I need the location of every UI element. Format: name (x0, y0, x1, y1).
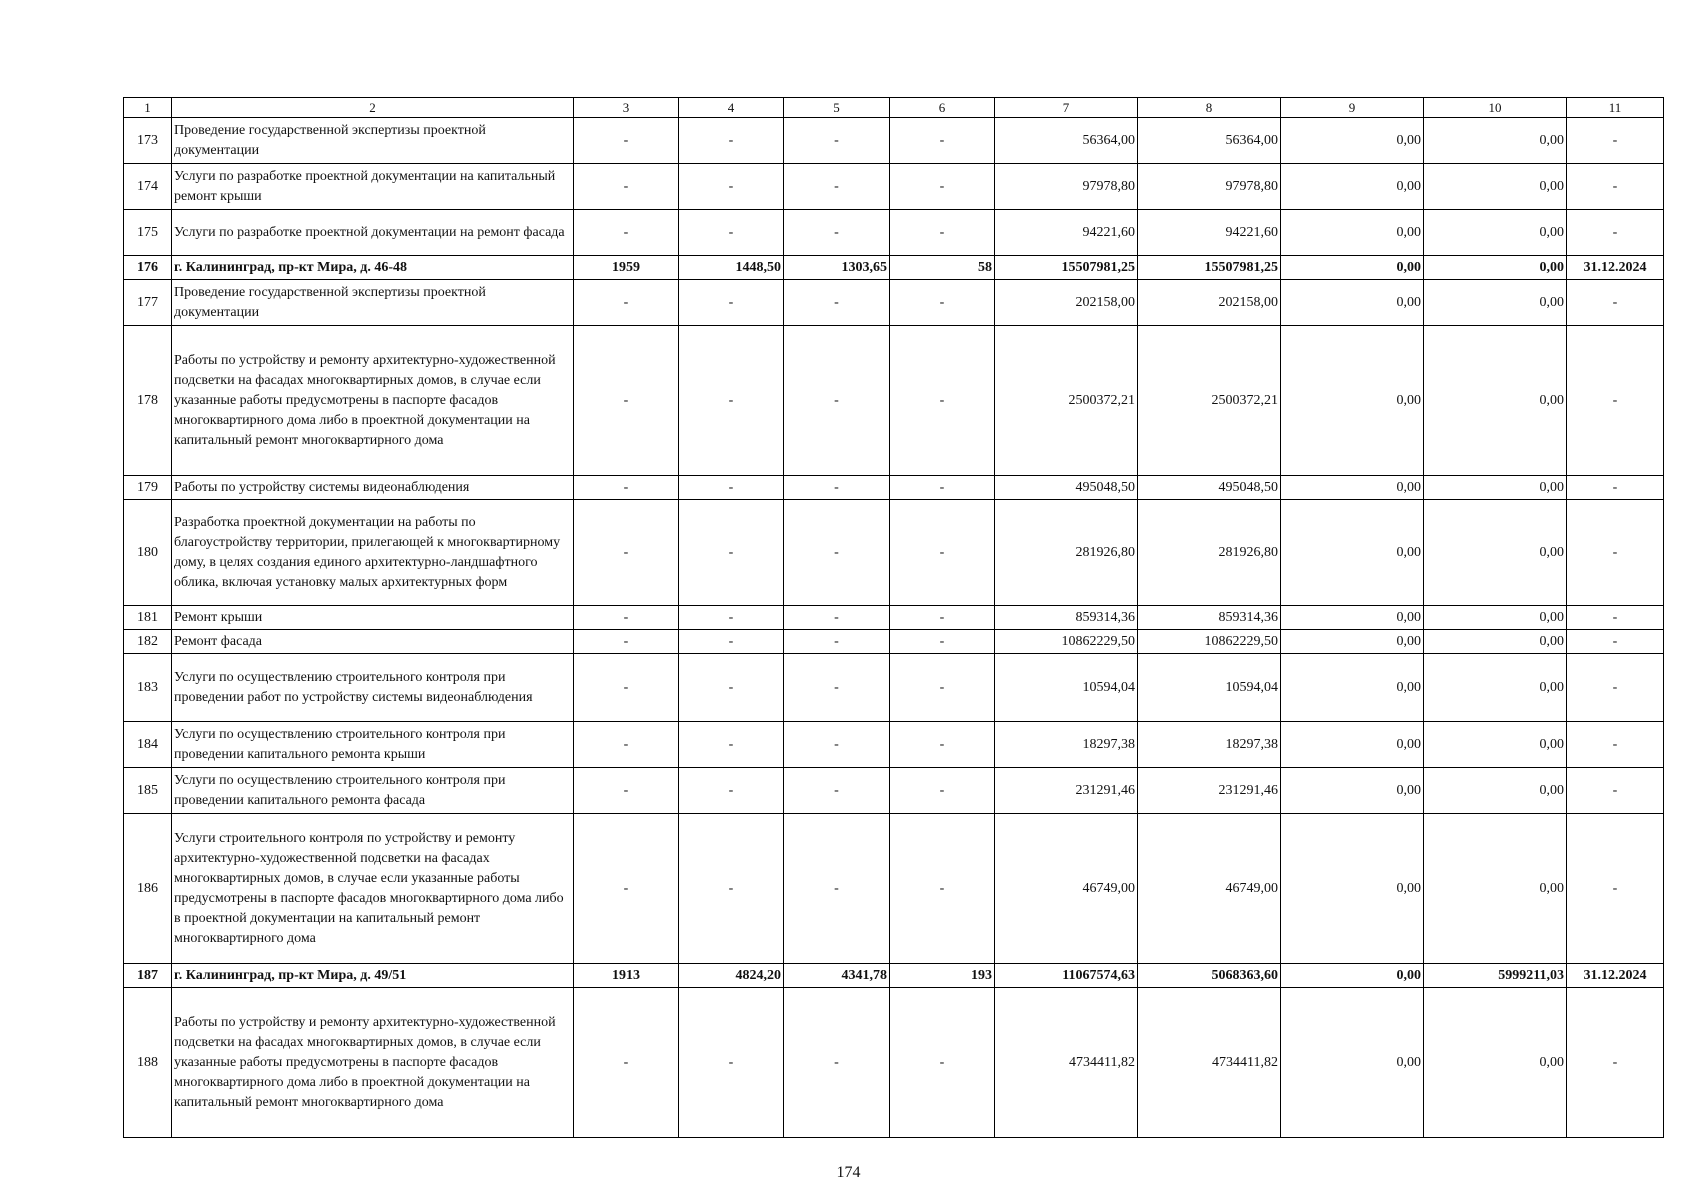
col10-value: 0,00 (1424, 630, 1567, 654)
col8-value: 859314,36 (1138, 606, 1281, 630)
col4-value: - (679, 722, 784, 768)
table-row (124, 476, 1664, 500)
col7-value: 18297,38 (995, 722, 1138, 768)
col6-value: - (890, 654, 995, 722)
col-header: 2 (172, 98, 574, 118)
col4-value: - (679, 118, 784, 164)
col6-value: 58 (890, 256, 995, 280)
col8-value: 56364,00 (1138, 118, 1281, 164)
col8-value: 10862229,50 (1138, 630, 1281, 654)
col3-value: - (574, 326, 679, 476)
col11-value: 31.12.2024 (1567, 256, 1664, 280)
col8-value: 15507981,25 (1138, 256, 1281, 280)
row-number: 186 (124, 814, 172, 964)
table-row (124, 722, 1664, 768)
col6-value: - (890, 988, 995, 1138)
col-header: 8 (1138, 98, 1281, 118)
col9-value: 0,00 (1281, 164, 1424, 210)
col9-value: 0,00 (1281, 814, 1424, 964)
col6-value: - (890, 164, 995, 210)
col5-value: - (784, 164, 890, 210)
col6-value: 193 (890, 964, 995, 988)
row-description: Услуги по осуществлению строительного контроля при проведении работ по устройству системы видеонаблюдения (172, 654, 574, 722)
col11-value: - (1567, 476, 1664, 500)
row-number: 182 (124, 630, 172, 654)
col11-value: - (1567, 210, 1664, 256)
col9-value: 0,00 (1281, 988, 1424, 1138)
col10-value: 0,00 (1424, 814, 1567, 964)
row-number: 173 (124, 118, 172, 164)
col11-value: - (1567, 118, 1664, 164)
col11-value: - (1567, 500, 1664, 606)
col7-value: 97978,80 (995, 164, 1138, 210)
row-number: 183 (124, 654, 172, 722)
col7-value: 4734411,82 (995, 988, 1138, 1138)
col5-value: - (784, 654, 890, 722)
row-description: Работы по устройству и ремонту архитектурно-художественной подсветки на фасадах многоквартирных домов, в случае если указанные работы предусмотрены в паспорте фасадов многоквартирного дома либо в проектной документации на капитальный ремонт многоквартирного дома (172, 326, 574, 476)
col4-value: - (679, 210, 784, 256)
col6-value: - (890, 814, 995, 964)
col3-value: - (574, 164, 679, 210)
col3-value: - (574, 654, 679, 722)
table-row (124, 500, 1664, 606)
col10-value: 0,00 (1424, 164, 1567, 210)
col10-value: 5999211,03 (1424, 964, 1567, 988)
col5-value: - (784, 988, 890, 1138)
row-number: 187 (124, 964, 172, 988)
col5-value: - (784, 814, 890, 964)
col-header: 5 (784, 98, 890, 118)
table-row (124, 814, 1664, 964)
works-table (123, 97, 1664, 1138)
table-row (124, 768, 1664, 814)
col10-value: 0,00 (1424, 256, 1567, 280)
row-description: Услуги по осуществлению строительного контроля при проведении капитального ремонта фасада (172, 768, 574, 814)
table-row (124, 210, 1664, 256)
col10-value: 0,00 (1424, 210, 1567, 256)
col11-value: - (1567, 630, 1664, 654)
col9-value: 0,00 (1281, 768, 1424, 814)
col-header: 1 (124, 98, 172, 118)
col4-value: - (679, 630, 784, 654)
row-description: Услуги строительного контроля по устройству и ремонту архитектурно-художественной подсветки на фасадах многоквартирных домов, в случае если указанные работы предусмотрены в паспорте фасадов многоквартирного дома либо в проектной документации на капитальный ремонт многоквартирного дома (172, 814, 574, 964)
col11-value: - (1567, 814, 1664, 964)
col5-value: - (784, 280, 890, 326)
col11-value: - (1567, 988, 1664, 1138)
col10-value: 0,00 (1424, 606, 1567, 630)
table-row (124, 280, 1664, 326)
table-row (124, 630, 1664, 654)
col7-value: 202158,00 (995, 280, 1138, 326)
col9-value: 0,00 (1281, 722, 1424, 768)
col5-value: - (784, 606, 890, 630)
col8-value: 231291,46 (1138, 768, 1281, 814)
col3-value: - (574, 606, 679, 630)
col5-value: - (784, 476, 890, 500)
table-row (124, 326, 1664, 476)
col10-value: 0,00 (1424, 326, 1567, 476)
col6-value: - (890, 630, 995, 654)
col3-value: - (574, 814, 679, 964)
col7-value: 231291,46 (995, 768, 1138, 814)
col7-value: 2500372,21 (995, 326, 1138, 476)
column-number-row (124, 98, 1664, 118)
row-number: 188 (124, 988, 172, 1138)
row-description: г. Калининград, пр-кт Мира, д. 49/51 (172, 964, 574, 988)
col7-value: 859314,36 (995, 606, 1138, 630)
col3-value: - (574, 280, 679, 326)
col5-value: 4341,78 (784, 964, 890, 988)
row-description: Услуги по разработке проектной документации на капитальный ремонт крыши (172, 164, 574, 210)
row-description: Ремонт крыши (172, 606, 574, 630)
col6-value: - (890, 280, 995, 326)
table-row (124, 654, 1664, 722)
col6-value: - (890, 500, 995, 606)
row-description: Проведение государственной экспертизы проектной документации (172, 280, 574, 326)
col8-value: 94221,60 (1138, 210, 1281, 256)
col8-value: 5068363,60 (1138, 964, 1281, 988)
table-row (124, 964, 1664, 988)
col11-value: 31.12.2024 (1567, 964, 1664, 988)
row-description: Услуги по разработке проектной документации на ремонт фасада (172, 210, 574, 256)
col6-value: - (890, 768, 995, 814)
col9-value: 0,00 (1281, 210, 1424, 256)
col7-value: 56364,00 (995, 118, 1138, 164)
col7-value: 281926,80 (995, 500, 1138, 606)
col4-value: - (679, 280, 784, 326)
table-row (124, 118, 1664, 164)
col6-value: - (890, 118, 995, 164)
row-description: г. Калининград, пр-кт Мира, д. 46-48 (172, 256, 574, 280)
col11-value: - (1567, 280, 1664, 326)
table-row (124, 988, 1664, 1138)
col9-value: 0,00 (1281, 606, 1424, 630)
col4-value: 4824,20 (679, 964, 784, 988)
col-header: 6 (890, 98, 995, 118)
col10-value: 0,00 (1424, 722, 1567, 768)
col10-value: 0,00 (1424, 988, 1567, 1138)
col-header: 4 (679, 98, 784, 118)
row-number: 175 (124, 210, 172, 256)
col3-value: - (574, 500, 679, 606)
col8-value: 46749,00 (1138, 814, 1281, 964)
row-number: 185 (124, 768, 172, 814)
col9-value: 0,00 (1281, 630, 1424, 654)
col4-value: - (679, 654, 784, 722)
col3-value: - (574, 210, 679, 256)
col4-value: - (679, 606, 784, 630)
col8-value: 4734411,82 (1138, 988, 1281, 1138)
col6-value: - (890, 210, 995, 256)
col7-value: 495048,50 (995, 476, 1138, 500)
col11-value: - (1567, 606, 1664, 630)
col7-value: 46749,00 (995, 814, 1138, 964)
col-header: 3 (574, 98, 679, 118)
col4-value: - (679, 476, 784, 500)
row-description: Работы по устройству и ремонту архитектурно-художественной подсветки на фасадах многоквартирных домов, в случае если указанные работы предусмотрены в паспорте фасадов многоквартирного дома либо в проектной документации на капитальный ремонт многоквартирного дома (172, 988, 574, 1138)
col11-value: - (1567, 164, 1664, 210)
col6-value: - (890, 606, 995, 630)
col5-value: - (784, 768, 890, 814)
col4-value: - (679, 326, 784, 476)
col9-value: 0,00 (1281, 654, 1424, 722)
col11-value: - (1567, 326, 1664, 476)
col10-value: 0,00 (1424, 768, 1567, 814)
col3-value: - (574, 722, 679, 768)
col9-value: 0,00 (1281, 118, 1424, 164)
col-header: 10 (1424, 98, 1567, 118)
row-number: 184 (124, 722, 172, 768)
col3-value: - (574, 630, 679, 654)
col8-value: 202158,00 (1138, 280, 1281, 326)
row-description: Разработка проектной документации на работы по благоустройству территории, прилегающей к многоквартирному дому, в целях создания единого архитектурно-ландшафтного облика, включая установку малых архитектурных форм (172, 500, 574, 606)
col3-value: 1959 (574, 256, 679, 280)
col10-value: 0,00 (1424, 654, 1567, 722)
col10-value: 0,00 (1424, 476, 1567, 500)
table-row (124, 164, 1664, 210)
col11-value: - (1567, 654, 1664, 722)
col4-value: - (679, 500, 784, 606)
col-header: 9 (1281, 98, 1424, 118)
page-number: 174 (836, 1164, 861, 1181)
col5-value: - (784, 118, 890, 164)
col8-value: 97978,80 (1138, 164, 1281, 210)
col5-value: - (784, 722, 890, 768)
col4-value: - (679, 814, 784, 964)
col9-value: 0,00 (1281, 500, 1424, 606)
col3-value: - (574, 768, 679, 814)
col3-value: - (574, 476, 679, 500)
col9-value: 0,00 (1281, 326, 1424, 476)
col4-value: 1448,50 (679, 256, 784, 280)
col10-value: 0,00 (1424, 500, 1567, 606)
col6-value: - (890, 326, 995, 476)
col5-value: 1303,65 (784, 256, 890, 280)
col5-value: - (784, 630, 890, 654)
col8-value: 10594,04 (1138, 654, 1281, 722)
row-number: 179 (124, 476, 172, 500)
col10-value: 0,00 (1424, 118, 1567, 164)
col4-value: - (679, 164, 784, 210)
col9-value: 0,00 (1281, 964, 1424, 988)
col11-value: - (1567, 722, 1664, 768)
col7-value: 94221,60 (995, 210, 1138, 256)
row-number: 178 (124, 326, 172, 476)
col9-value: 0,00 (1281, 476, 1424, 500)
col7-value: 15507981,25 (995, 256, 1138, 280)
row-number: 174 (124, 164, 172, 210)
col3-value: - (574, 988, 679, 1138)
col4-value: - (679, 988, 784, 1138)
col5-value: - (784, 500, 890, 606)
col5-value: - (784, 210, 890, 256)
col-header: 7 (995, 98, 1138, 118)
row-description: Услуги по осуществлению строительного контроля при проведении капитального ремонта крыши (172, 722, 574, 768)
col6-value: - (890, 722, 995, 768)
col8-value: 2500372,21 (1138, 326, 1281, 476)
col7-value: 10862229,50 (995, 630, 1138, 654)
row-description: Ремонт фасада (172, 630, 574, 654)
col4-value: - (679, 768, 784, 814)
col8-value: 281926,80 (1138, 500, 1281, 606)
col9-value: 0,00 (1281, 280, 1424, 326)
row-number: 177 (124, 280, 172, 326)
row-description: Работы по устройству системы видеонаблюдения (172, 476, 574, 500)
col5-value: - (784, 326, 890, 476)
col10-value: 0,00 (1424, 280, 1567, 326)
col9-value: 0,00 (1281, 256, 1424, 280)
row-number: 176 (124, 256, 172, 280)
table-row (124, 256, 1664, 280)
col8-value: 495048,50 (1138, 476, 1281, 500)
row-number: 180 (124, 500, 172, 606)
col7-value: 11067574,63 (995, 964, 1138, 988)
col11-value: - (1567, 768, 1664, 814)
table-row (124, 606, 1664, 630)
row-number: 181 (124, 606, 172, 630)
col3-value: - (574, 118, 679, 164)
col6-value: - (890, 476, 995, 500)
col-header: 11 (1567, 98, 1664, 118)
row-description: Проведение государственной экспертизы проектной документации (172, 118, 574, 164)
col7-value: 10594,04 (995, 654, 1138, 722)
col8-value: 18297,38 (1138, 722, 1281, 768)
col3-value: 1913 (574, 964, 679, 988)
